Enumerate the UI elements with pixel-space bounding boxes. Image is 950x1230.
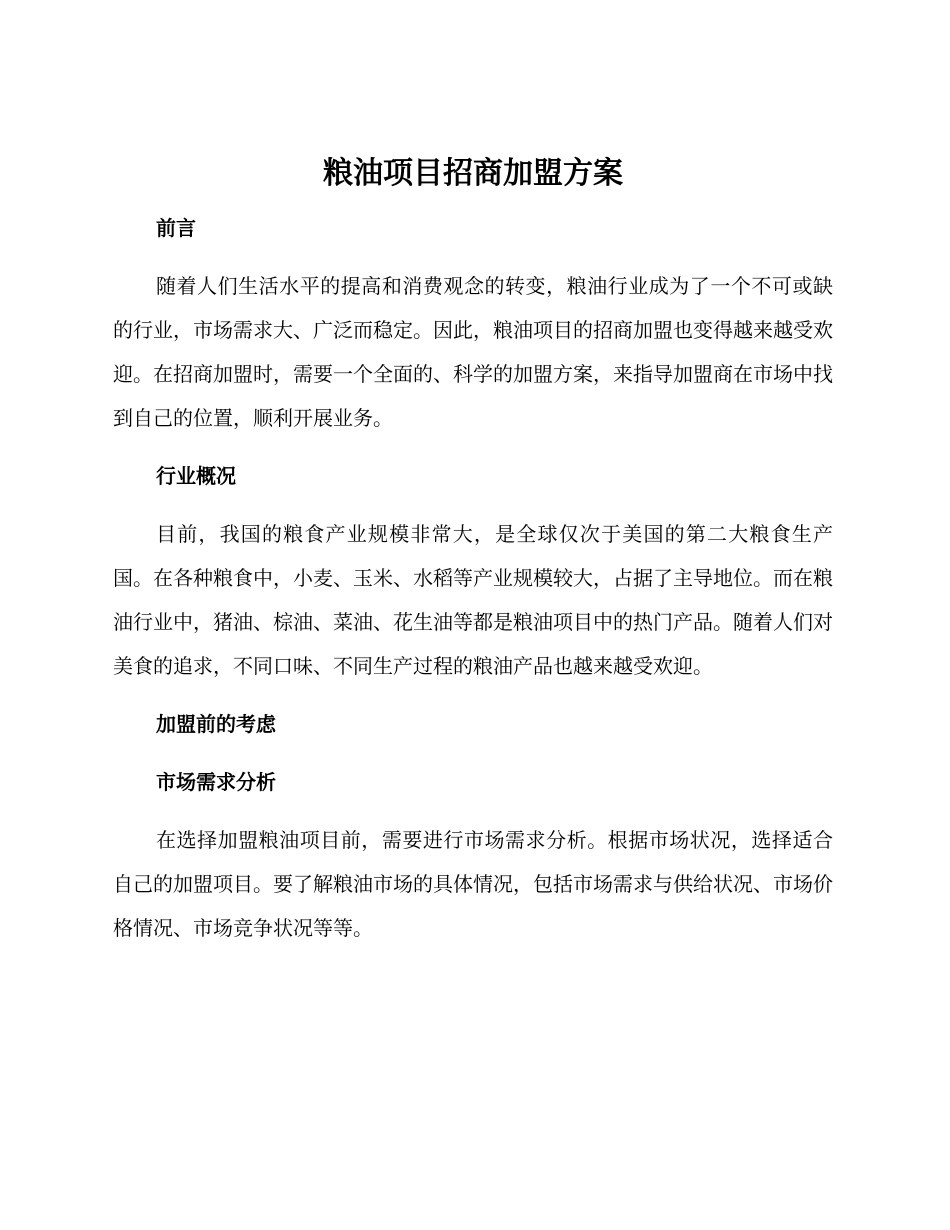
section-paragraph: 在选择加盟粮油项目前，需要进行市场需求分析。根据市场状况，选择适合自己的加盟项目。要了解粮油市场的具体情况，包括市场需求与供给状况、市场价格情况、市场竞争状况等等。 (113, 828, 833, 940)
section-heading: 市场需求分析 (156, 770, 276, 794)
section-heading: 行业概况 (156, 464, 236, 488)
section-industry-overview (113, 454, 833, 688)
document-title: 粮油项目招商加盟方案 (323, 156, 623, 191)
document-body (113, 150, 833, 950)
section-preface (113, 206, 833, 440)
section-heading: 加盟前的考虑 (156, 712, 276, 736)
section-paragraph: 目前，我国的粮食产业规模非常大，是全球仅次于美国的第二大粮食生产国。在各种粮食中，小麦、玉米、水稻等产业规模较大，占据了主导地位。而在粮油行业中，猪油、棕油、菜油、花生油等都是粮油项目中的热门产品。随着人们对美食的追求，不同口味、不同生产过程的粮油产品也越来越受欢迎。 (113, 522, 833, 678)
section-pre-franchise-considerations (113, 702, 833, 746)
section-market-demand-analysis (113, 760, 833, 950)
section-heading: 前言 (156, 216, 196, 240)
section-paragraph: 随着人们生活水平的提高和消费观念的转变，粮油行业成为了一个不可或缺的行业，市场需求大、广泛而稳定。因此，粮油项目的招商加盟也变得越来越受欢迎。在招商加盟时，需要一个全面的、科学的加盟方案，来指导加盟商在市场中找到自己的位置，顺利开展业务。 (113, 274, 833, 430)
